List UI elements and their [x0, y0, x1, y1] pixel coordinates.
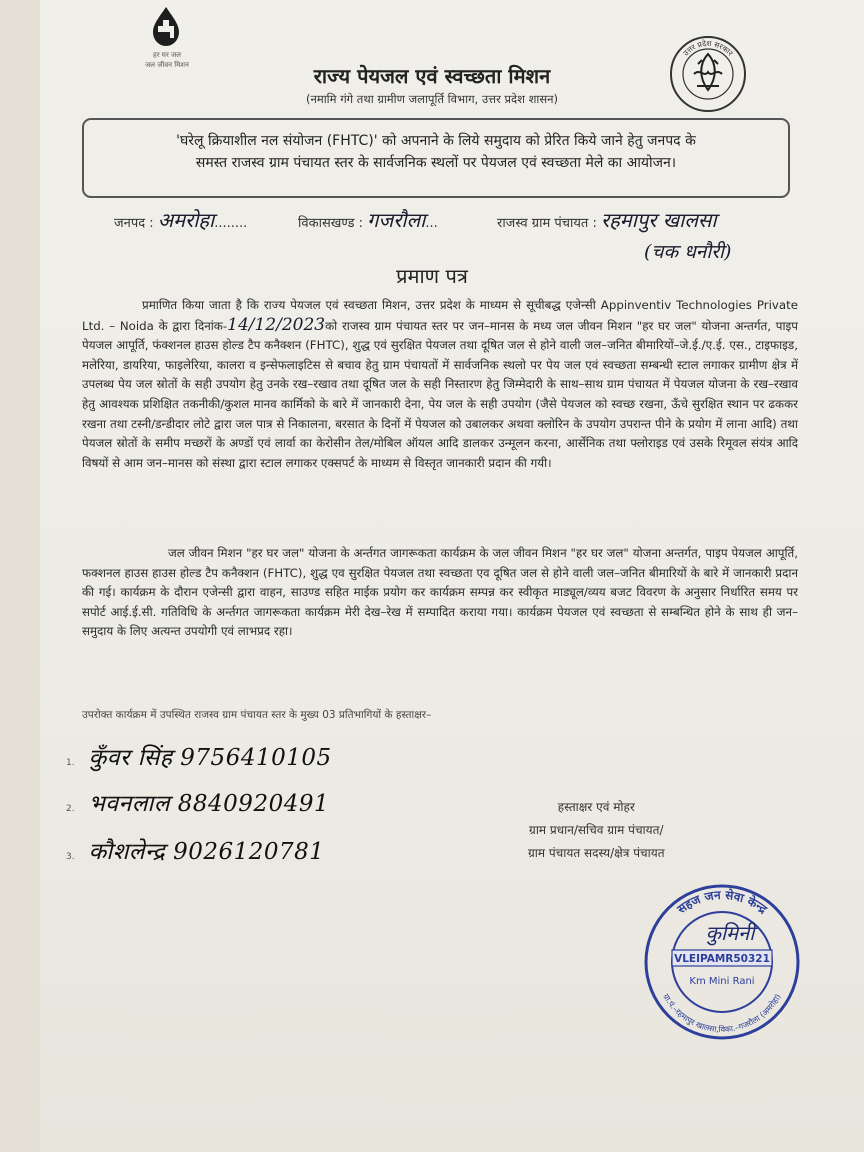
block-value: गजरौला: [367, 208, 426, 232]
village-value: रहमापुर खालसा: [600, 208, 717, 232]
block-label: विकासखण्ड :: [298, 216, 364, 231]
village-field: [497, 206, 717, 233]
stamp-code: VLEIPAMR50321: [674, 953, 770, 965]
notice-box: [82, 118, 790, 198]
attendee-entry: कुँवर सिंह 9756410105: [88, 745, 332, 771]
logo-caption-line2: जल जीवन मिशन: [145, 61, 189, 69]
notice-line-2: समस्त राजस्व ग्राम पंचायत स्तर के सार्वजनिक स्थलों पर पेयजल एवं स्वच्छता मेले का आयोजन।: [195, 155, 677, 171]
district-label: जनपद :: [114, 216, 154, 231]
district-value: अमरोहा: [157, 208, 215, 232]
village-value-secondary: (चक धनौरी): [644, 241, 732, 263]
district-field: [114, 206, 247, 233]
attendee-signature-1: [66, 740, 332, 772]
paragraph-1-intro: प्रमाणित किया जाता है कि राज्य पेयजल एवं स्वच्छता मिशन, उत्तर प्रदेश के माध्यम से सूचीबद्ध एजेन्सी Appinventiv Technologies Private Ltd. – Noida के द्वारा दिनांक-: [82, 298, 798, 333]
certificate-paragraph-1: [82, 296, 798, 473]
paragraph-1-body: को राजस्व ग्राम पंचायत स्तर पर जन–मानस के मध्य जल जीवन मिशन "हर घर जल" योजना अन्तर्गत, पाइप पेयजल आपूर्ति, फंक्शनल हाउस होल्ड टैप कनैक्शन (FHTC), शुद्ध एवं सुरक्षित पेयजल तथा दूषित जल से होने वाली जल–जनित बीमारियों–जे.ई./ए.ई. एस., टाइफाइड, मलेरिया, डायरिया, फाइलेरिया, कालरा व इन्सेफलाइटिस से बचाव हेतु ग्राम पंचायतों में सार्वजनिक स्थलो पर पेय जल एवं स्वच्छता सम्बन्धी स्टाल लगाकर ग्रामीण क्षेत्र में उपलब्ध पेय जल स्रोतों के सही उपयोग हेतु उनके रख–रखाव तथा दूषित जल के सही निस्तारण हेतु जिम्मेदारी के साथ–साथ ग्राम पंचायत में पेयजल योजना के रख–रखाव हेतु आवश्यक प्रशिक्षित तकनीकी/कुशल मानव कार्मिको के बारे में जानकारी देना, पेय जल के सही उपयोग (जैसे पेयजल को स्वच्छ रखना, ऊँचे सुरक्षित स्थान पर ढककर रखना तथा टस्नी/डन्डीदार लोटे द्वारा जल पात्र से निकालना, बरसात के दिनों में पेयजल को उबालकर अथवा क्लोरिन के उपयोग उपरान्त पीने के प्रयोग में लाना आदि) तथा पेयजल स्रोतों के समीप मच्छरों के अण्डों एवं लार्वा का केरोसीन तेल/मोबिल ऑयल आदि डालकर उन्मूलन करना, आर्सेनिक तथा फ्लोराइड एवं उसके रिमूवल संयंत्र आदि विषयों से आम जन–मानस को संस्था द्वारा स्टाल लगाकर एक्सपर्ट के माध्यम से विस्तृत जानकारी प्रदान की गयी।: [82, 318, 798, 470]
signature-caption: हस्ताक्षर एवं मोहर: [557, 800, 635, 814]
svg-text:ग्रा.पं.–रहमापुर खालसा,विका.–ग: [661, 992, 782, 1034]
signatory-line-2: ग्राम पंचायत सदस्य/क्षेत्र पंचायत: [528, 846, 665, 860]
page-title: राज्य पेयजल एवं स्वच्छता मिशन: [313, 64, 551, 88]
page-subtitle: (नमामि गंगे तथा ग्रामीण जलापूर्ति विभाग, उत्तर प्रदेश शासन): [305, 92, 559, 106]
stamp-bottom-text: ग्रा.पं.–रहमापुर खालसा,विका.–गजरौला (अमरोहा): [661, 992, 783, 1035]
notice-line-1: 'घरेलू क्रियाशील नल संयोजन (FHTC)' को अपनाने के लिये समुदाय को प्रेरित किये जाने हेतु जनपद के: [176, 133, 696, 149]
attendee-entry: कौशलेन्द्र 9026120781: [88, 839, 325, 865]
stamp-handwritten-signature: कुमिनी: [705, 921, 755, 945]
block-field: [298, 206, 438, 233]
attendee-signature-3: [66, 834, 324, 866]
program-date: 14/12/2023: [227, 314, 326, 335]
certificate-title: प्रमाण पत्र: [396, 264, 468, 288]
village-label: राजस्व ग्राम पंचायत :: [497, 216, 597, 231]
attendee-number: 3.: [66, 852, 75, 862]
attendee-number: 2.: [66, 804, 75, 814]
signature-block: [528, 796, 665, 865]
signatory-line-1: ग्राम प्रधान/सचिव ग्राम पंचायत/: [529, 823, 664, 837]
emblem-text: उत्तर प्रदेश सरकार: [681, 38, 735, 58]
stamp-arc-text: सहज जन सेवा केन्द्र: [674, 887, 770, 917]
attendee-signature-2: [66, 786, 329, 818]
district-dots: ........: [214, 216, 248, 231]
attendee-entry: भवनलाल 8840920491: [88, 791, 330, 817]
official-stamp: [642, 882, 802, 1042]
attendee-intro: उपरोक्त कार्यक्रम में उपस्थित राजस्व ग्राम पंचायत स्तर के मुख्य 03 प्रतिभागियों के हस्ताक्षर–: [82, 709, 432, 721]
block-dots: ...: [425, 216, 438, 231]
logo-caption-line1: हर घर जल: [153, 51, 181, 59]
stamp-name: Km Mini Rani: [689, 976, 755, 987]
water-tap-icon: [146, 6, 186, 50]
attendee-number: 1.: [66, 758, 75, 768]
certificate-paragraph-2: जल जीवन मिशन "हर घर जल" योजना के अर्न्तगत जागरूकता कार्यक्रम के जल जीवन मिशन "हर घर जल" योजना अन्तर्गत, पाइप पेयजल आपूर्ति, फक्शनल हाउस हाउस होल्ड टैप कनैक्शन (FHTC), शुद्ध एव सुरक्षित पेयजल तथा स्वच्छता एव दूषित जल से होने वाली जल–जनित बीमारियों के बारे में जानकारी प्रदान की गई। कार्यक्रम के दौरान एजेन्सी द्वारा वाहन, साउण्ड सहित माईक प्रयोग कर कार्यक्रम सम्पन्न कर स्वीकृत माड्यूल/व्यय बजट विवरण के अनुसार निर्धारित समय पर सपोर्ट आई.ई.सी. गतिविधि के अर्न्तगत जागरूकता कार्यक्रम मेरी देख–रेख में सम्पादित कराया गया। कार्यक्रम पेयजल एवं स्वच्छता से सम्बन्धित होने के साथ ही जन–समुदाय के लिए अत्यन्त उपयोगी एवं लाभप्रद रहा।: [82, 546, 798, 639]
